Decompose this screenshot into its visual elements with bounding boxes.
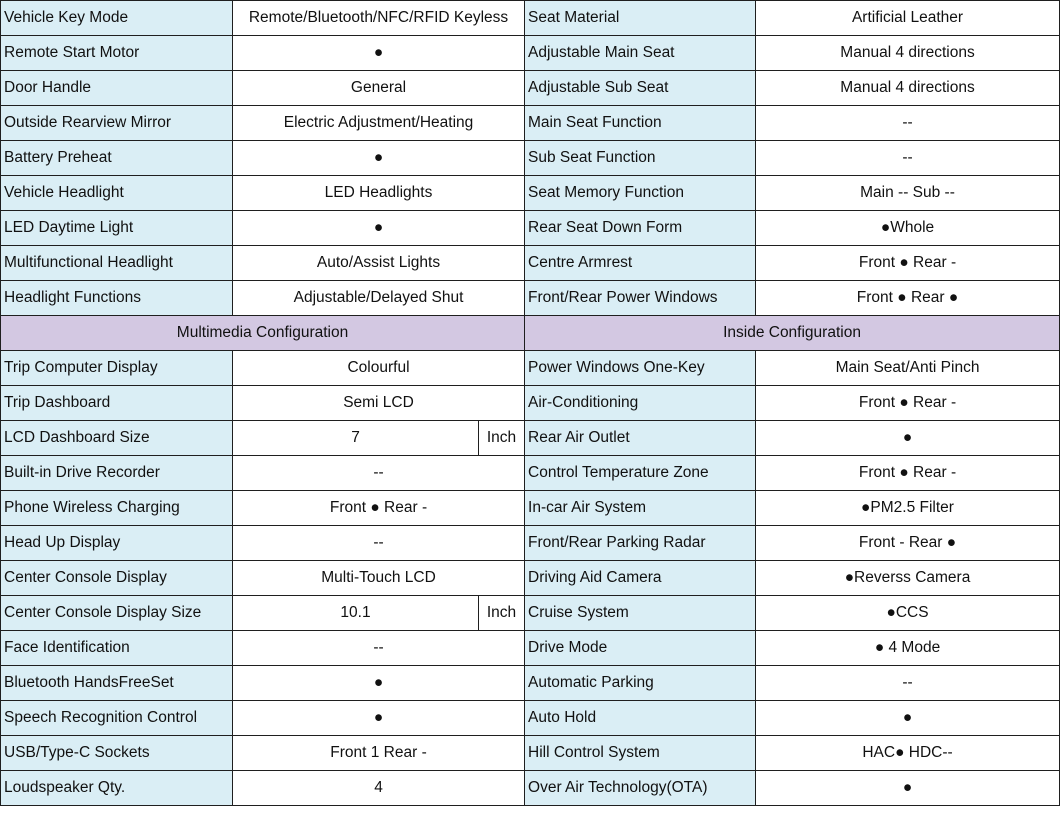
spec-value: Front - Rear ● — [756, 526, 1060, 561]
spec-label: Bluetooth HandsFreeSet — [1, 666, 233, 701]
spec-row — [1, 596, 1060, 631]
spec-label: Face Identification — [1, 631, 233, 666]
spec-label: Automatic Parking — [525, 666, 756, 701]
spec-label: Headlight Functions — [1, 281, 233, 316]
spec-label: Control Temperature Zone — [525, 456, 756, 491]
spec-value: HAC● HDC-- — [756, 736, 1060, 771]
spec-label: Head Up Display — [1, 526, 233, 561]
spec-row — [1, 176, 1060, 211]
spec-value: Front ● Rear - — [233, 491, 525, 526]
spec-value: ●Whole — [756, 211, 1060, 246]
spec-label: Rear Seat Down Form — [525, 211, 756, 246]
spec-label: Speech Recognition Control — [1, 701, 233, 736]
spec-label: Center Console Display — [1, 561, 233, 596]
spec-value: -- — [756, 141, 1060, 176]
spec-label: Cruise System — [525, 596, 756, 631]
spec-label: Over Air Technology(OTA) — [525, 771, 756, 806]
spec-label: Phone Wireless Charging — [1, 491, 233, 526]
spec-label: Front/Rear Power Windows — [525, 281, 756, 316]
spec-row — [1, 386, 1060, 421]
spec-row — [1, 351, 1060, 386]
spec-row — [1, 456, 1060, 491]
spec-label: Sub Seat Function — [525, 141, 756, 176]
spec-value: -- — [756, 106, 1060, 141]
spec-label: Adjustable Sub Seat — [525, 71, 756, 106]
spec-value: Main -- Sub -- — [756, 176, 1060, 211]
spec-label: Built-in Drive Recorder — [1, 456, 233, 491]
spec-value: -- — [756, 666, 1060, 701]
spec-label: Seat Material — [525, 1, 756, 36]
section-header-row — [1, 316, 1060, 351]
spec-value: Manual 4 directions — [756, 36, 1060, 71]
spec-value: 7 — [233, 421, 479, 456]
spec-value: Colourful — [233, 351, 525, 386]
spec-value: ● — [756, 771, 1060, 806]
spec-value: Manual 4 directions — [756, 71, 1060, 106]
section-header-multimedia: Multimedia Configuration — [1, 316, 525, 351]
spec-label: USB/Type-C Sockets — [1, 736, 233, 771]
spec-label: In-car Air System — [525, 491, 756, 526]
spec-label: Power Windows One-Key — [525, 351, 756, 386]
spec-value: Front ● Rear ● — [756, 281, 1060, 316]
spec-value: LED Headlights — [233, 176, 525, 211]
spec-table-body — [1, 1, 1060, 806]
spec-label: Centre Armrest — [525, 246, 756, 281]
spec-label: Hill Control System — [525, 736, 756, 771]
spec-label: Loudspeaker Qty. — [1, 771, 233, 806]
spec-value: ● — [233, 36, 525, 71]
spec-row — [1, 211, 1060, 246]
spec-value: Auto/Assist Lights — [233, 246, 525, 281]
spec-value: Electric Adjustment/Heating — [233, 106, 525, 141]
spec-row — [1, 561, 1060, 596]
spec-label: Center Console Display Size — [1, 596, 233, 631]
spec-label: Vehicle Key Mode — [1, 1, 233, 36]
spec-label: Front/Rear Parking Radar — [525, 526, 756, 561]
spec-label: Vehicle Headlight — [1, 176, 233, 211]
spec-value: ● — [756, 421, 1060, 456]
spec-row — [1, 526, 1060, 561]
spec-label: Outside Rearview Mirror — [1, 106, 233, 141]
spec-label: Adjustable Main Seat — [525, 36, 756, 71]
spec-value: 4 — [233, 771, 525, 806]
spec-value: Front ● Rear - — [756, 456, 1060, 491]
spec-label: Driving Aid Camera — [525, 561, 756, 596]
spec-row — [1, 1, 1060, 36]
spec-label: Trip Dashboard — [1, 386, 233, 421]
spec-row — [1, 491, 1060, 526]
spec-row — [1, 631, 1060, 666]
spec-value: ●CCS — [756, 596, 1060, 631]
spec-label: Main Seat Function — [525, 106, 756, 141]
spec-row — [1, 36, 1060, 71]
spec-value: ●Reverss Camera — [756, 561, 1060, 596]
spec-label: Door Handle — [1, 71, 233, 106]
spec-value: General — [233, 71, 525, 106]
spec-row — [1, 771, 1060, 806]
spec-unit: Inch — [479, 421, 525, 456]
spec-row — [1, 281, 1060, 316]
spec-label: Auto Hold — [525, 701, 756, 736]
spec-label: Rear Air Outlet — [525, 421, 756, 456]
spec-label: Multifunctional Headlight — [1, 246, 233, 281]
spec-unit: Inch — [479, 596, 525, 631]
spec-row — [1, 421, 1060, 456]
spec-value: -- — [233, 456, 525, 491]
spec-row — [1, 246, 1060, 281]
spec-value: Main Seat/Anti Pinch — [756, 351, 1060, 386]
spec-row — [1, 736, 1060, 771]
spec-row — [1, 666, 1060, 701]
spec-value: ● — [756, 701, 1060, 736]
section-header-inside: Inside Configuration — [525, 316, 1060, 351]
spec-value: Front ● Rear - — [756, 246, 1060, 281]
spec-label: Remote Start Motor — [1, 36, 233, 71]
spec-label: Air-Conditioning — [525, 386, 756, 421]
spec-value: -- — [233, 631, 525, 666]
spec-value: ● — [233, 141, 525, 176]
spec-label: Drive Mode — [525, 631, 756, 666]
spec-row — [1, 701, 1060, 736]
spec-label: LCD Dashboard Size — [1, 421, 233, 456]
spec-row — [1, 71, 1060, 106]
spec-value: ● 4 Mode — [756, 631, 1060, 666]
spec-value: Semi LCD — [233, 386, 525, 421]
spec-value: ● — [233, 666, 525, 701]
spec-value: 10.1 — [233, 596, 479, 631]
spec-value: -- — [233, 526, 525, 561]
spec-row — [1, 141, 1060, 176]
spec-value: Front ● Rear - — [756, 386, 1060, 421]
spec-value: ●PM2.5 Filter — [756, 491, 1060, 526]
spec-value: Artificial Leather — [756, 1, 1060, 36]
spec-value: ● — [233, 211, 525, 246]
spec-value: Multi-Touch LCD — [233, 561, 525, 596]
spec-row — [1, 106, 1060, 141]
spec-value: ● — [233, 701, 525, 736]
spec-value: Remote/Bluetooth/NFC/RFID Keyless — [233, 1, 525, 36]
spec-value: Adjustable/Delayed Shut — [233, 281, 525, 316]
spec-value: Front 1 Rear - — [233, 736, 525, 771]
spec-label: Trip Computer Display — [1, 351, 233, 386]
spec-label: Battery Preheat — [1, 141, 233, 176]
spec-label: LED Daytime Light — [1, 211, 233, 246]
spec-label: Seat Memory Function — [525, 176, 756, 211]
